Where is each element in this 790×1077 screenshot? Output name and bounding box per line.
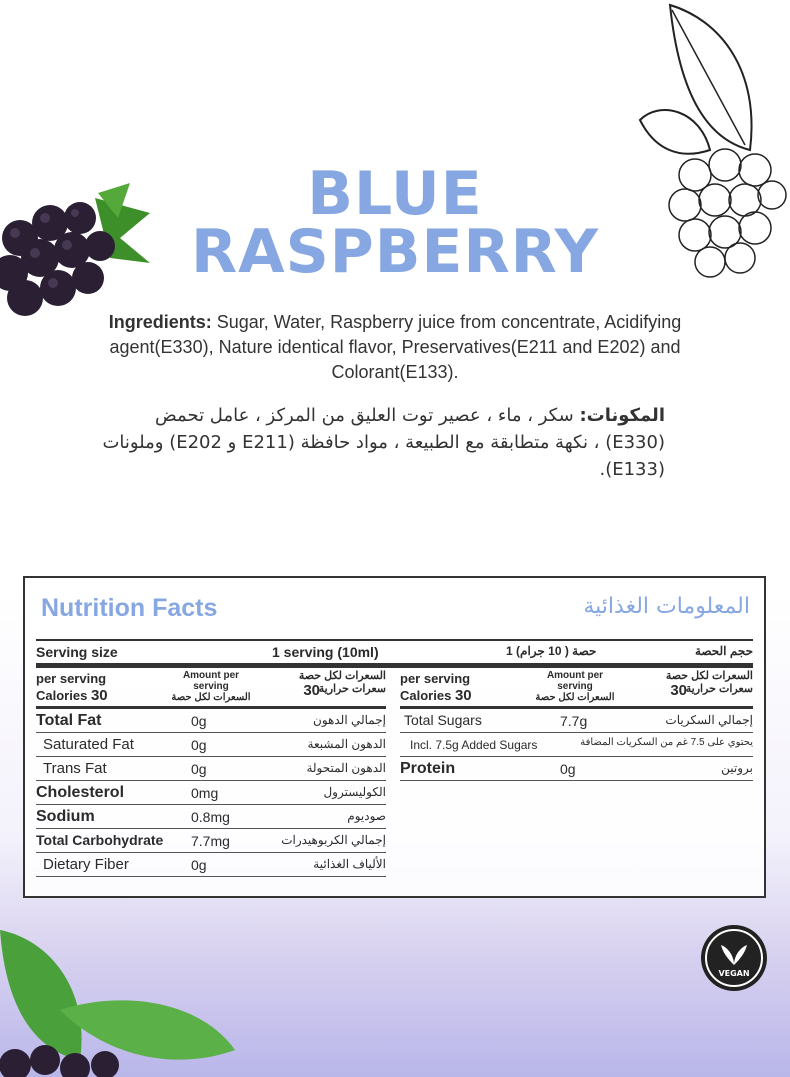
leaf-icon <box>719 937 749 967</box>
vegan-badge <box>701 925 767 991</box>
nutrition-title-ar: المعلومات الغذائية <box>583 594 750 619</box>
nutrient-row: Trans Fat 0g الدهون المتحولة <box>36 757 386 781</box>
nutrition-left-column <box>36 670 386 877</box>
amount-per-serving: Amount per serving السعرات لكل حصة <box>171 670 251 703</box>
serving-size-value-ar: 1 حصة ( 10 جرام) <box>506 644 597 658</box>
per-serving-block <box>36 670 108 704</box>
product-title <box>0 159 790 287</box>
title-line-1: BLUE <box>307 159 483 229</box>
serving-size-label-ar: حجم الحصة <box>694 644 753 658</box>
nutrient-row: Sodium 0.8mg صوديوم <box>36 805 386 829</box>
nutrient-row: Saturated Fat 0g الدهون المشبعة <box>36 733 386 757</box>
nutrition-facts-panel <box>23 576 766 898</box>
nutrient-row: Total Fat 0g إجمالي الدهون <box>36 709 386 733</box>
nutrient-row: Total Carbohydrate 7.7mg إجمالي الكربوهيدرات <box>36 829 386 853</box>
ingredients-english <box>90 310 700 385</box>
ingredients-text: Sugar, Water, Raspberry juice from concentrate, Acidifying agent(E330), Nature identical flavor, Preservatives(E211 and E202) and Colorant(E133). <box>109 312 682 382</box>
leaves-image <box>0 920 240 1077</box>
serving-size-value: 1 serving (10ml) <box>272 644 379 660</box>
calories-header-right: per serving Calories 30 Amount per serving السعرات لكل حصة السعرات لكل حصة سعرات حرارية 30 <box>400 670 753 709</box>
nutrient-row: Total Sugars 7.7g إجمالي السكريات <box>400 709 753 733</box>
ingredients-ar-label: المكونات: <box>579 405 665 426</box>
nutrient-row: Incl. 7.5g Added Sugars يحتوي على 7.5 غم من السكريات المضافة <box>400 733 753 757</box>
nutrient-row: Protein 0g بروتين <box>400 757 753 781</box>
calories-ar-value: 30 <box>303 682 320 699</box>
calories-value: 30 <box>90 687 108 704</box>
nutrient-row: Cholesterol 0mg الكوليسترول <box>36 781 386 805</box>
ingredients-ar-text: سكر ، ماء ، عصير توت العليق من المركز ، عامل تحمض (E330) ، نكهة متطابقة مع الطبيعة ، مواد حافظة (E211 و E202) وملونات (E133). <box>102 405 665 480</box>
per-serving-label: per serving <box>36 671 107 686</box>
serving-size-row <box>36 639 753 668</box>
calories-label: Calories <box>36 688 88 703</box>
nutrient-row: Dietary Fiber 0g الألياف الغذائية <box>36 853 386 877</box>
vegan-label: VEGAN <box>718 969 750 978</box>
ingredients-label: Ingredients: <box>108 312 212 332</box>
ingredients-arabic <box>100 402 665 483</box>
serving-size-label: Serving size <box>36 644 118 660</box>
title-line-2: RASPBERRY <box>190 217 600 287</box>
nutrition-right-column <box>400 670 753 781</box>
calories-ar-label: السعرات لكل حصة سعرات حرارية <box>298 670 386 695</box>
nutrition-title-en: Nutrition Facts <box>41 594 218 622</box>
calories-header <box>36 670 386 709</box>
